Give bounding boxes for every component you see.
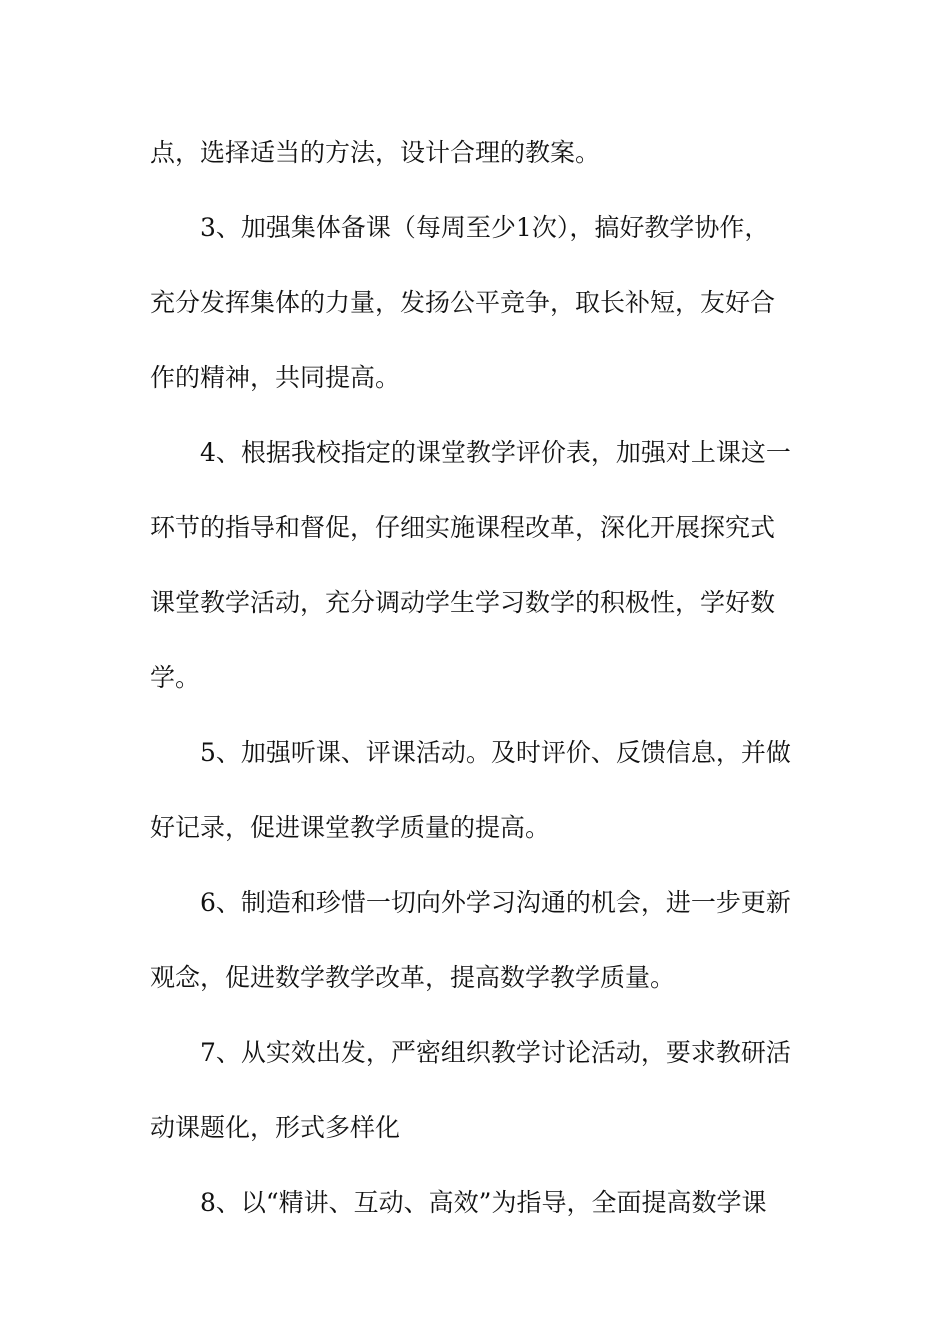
text-line: 5、加强听课、评课活动。及时评价、反馈信息，并做 <box>200 738 791 767</box>
text-line: 动课题化，形式多样化 <box>150 1113 401 1142</box>
text-line: 点，选择适当的方法，设计合理的教案。 <box>150 138 601 167</box>
text-line: 好记录，促进课堂教学质量的提高。 <box>150 813 551 842</box>
text-line: 充分发挥集体的力量，发扬公平竞争，取长补短，友好合 <box>150 288 776 317</box>
text-line: 4、根据我校指定的课堂教学评价表，加强对上课这一 <box>200 438 791 467</box>
text-line: 学。 <box>150 663 201 692</box>
text-line: 8、以“精讲、互动、高效”为指导，全面提高数学课 <box>200 1188 767 1217</box>
text-line: 作的精神，共同提高。 <box>150 363 401 392</box>
text-line: 7、从实效出发，严密组织教学讨论活动，要求教研活 <box>200 1038 791 1067</box>
text-line: 观念，促进数学教学改革，提高数学教学质量。 <box>150 963 676 992</box>
text-line: 环节的指导和督促，仔细实施课程改革，深化开展探究式 <box>150 513 776 542</box>
text-line: 6、制造和珍惜一切向外学习沟通的机会，进一步更新 <box>200 888 791 917</box>
text-line: 课堂教学活动，充分调动学生学习数学的积极性，学好数 <box>150 588 776 617</box>
text-line: 3、加强集体备课（每周至少1次），搞好教学协作， <box>200 213 770 242</box>
